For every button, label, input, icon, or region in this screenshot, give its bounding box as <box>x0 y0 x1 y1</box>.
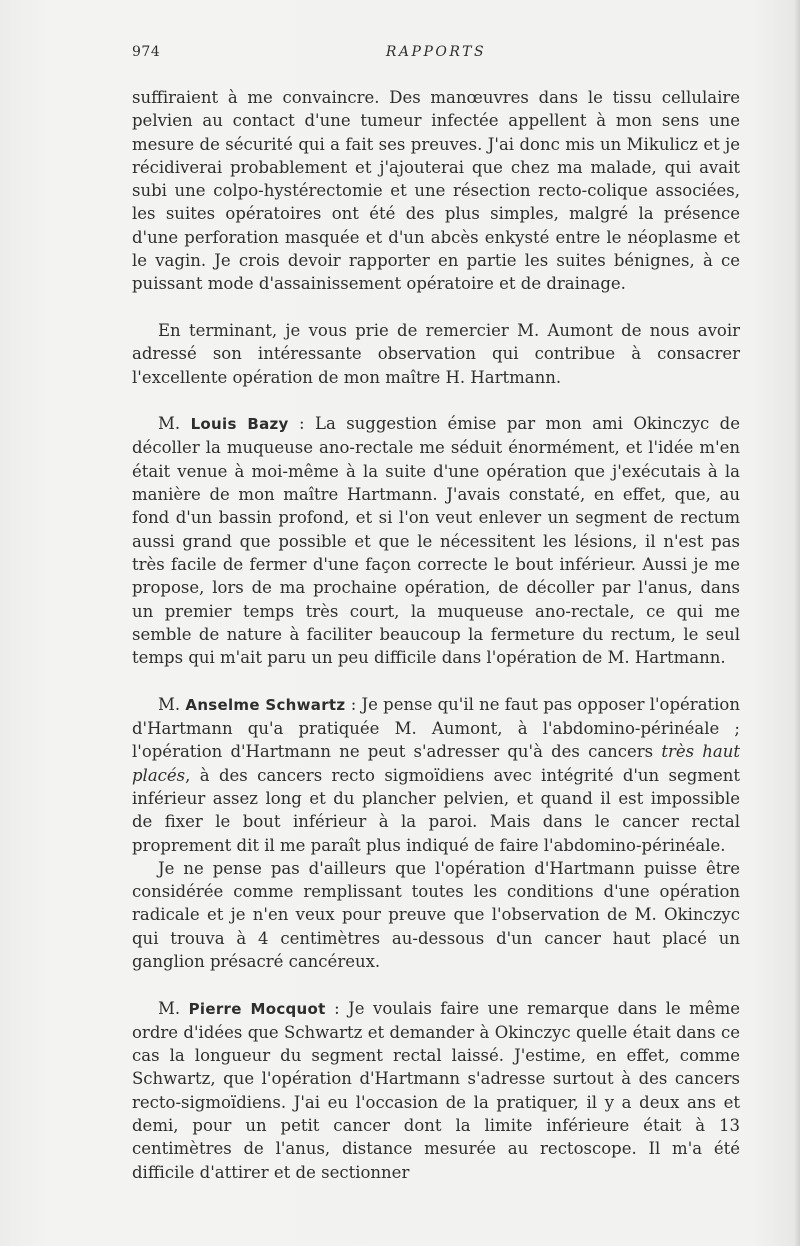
paragraph-text: : La suggestion émise par mon ami Okinczyc de décoller la muqueuse ano-rectale me séduit énormément, et l'idée m'en était venue à moi-même à la suite d'une opération que j'exécutais à la manière de mon maître Hartmann. J'avais constaté, en effet, que, au fond d'un bassin profond, et si l'on veut enlever un segment de rectum aussi grand que possible et que le nécessitent les lésions, il n'est pas très facile de fermer d'une façon correcte le bout inférieur. Aussi je me propose, lors de ma prochaine opération, de décoller par l'anus, dans un premier temps très court, la muqueuse ano-rectale, ce qui me semble de nature à faciliter beaucoup la fermeture du rectum, le seul temps qui m'ait paru un peu difficile dans l'opération de M. Hartmann. <box>132 414 740 668</box>
paragraph-text: : Je pense qu'il ne faut pas opposer l'opération d'Hartmann qu'a pratiquée M. Aumont, à l'abdomino-périnéale ; l'opération d'Hartmann ne peut s'adresser qu'à des cancers <box>132 694 740 762</box>
page-number: 974 <box>132 44 161 60</box>
speaker-title: M. <box>158 694 181 714</box>
page-header <box>132 44 740 66</box>
speaker-name-bazy: Louis Bazy <box>190 415 289 434</box>
page-edge-shadow <box>794 0 800 1246</box>
paragraph-closing: En terminant, je vous prie de remercier M. Aumont de nous avoir adressé son intéressante observation qui contribue à consacrer l'excellente opération de mon maître H. Hartmann. <box>132 320 740 387</box>
body-text <box>132 86 740 1184</box>
paragraph-text: : Je voulais faire une remarque dans le même ordre d'idées que Schwartz et demander à Okinczyc quelle était dans ce cas la longueur du segment rectal laissé. J'estime, en effet, comme Schwartz, que l'opération d'Hartmann s'adresse surtout à des cancers recto-sigmoïdiens. J'ai eu l'occasion de la pratiquer, il y a deux ans et demi, pour un petit cancer dont la limite inférieure était à 13 centimètres de l'anus, distance mesurée au rectoscope. Il m'a été difficile d'attirer et de sectionner <box>132 998 740 1182</box>
speaker-name-mocquot: Pierre Mocquot <box>188 999 326 1018</box>
running-head: RAPPORTS <box>385 44 487 60</box>
paragraph-mocquot <box>132 997 740 1184</box>
paragraph-continuation: suffiraient à me convaincre. Des manœuvres dans le tissu cellulaire pelvien au contact d'une tumeur infectée appellent à mon sens une mesure de sécurité qui a fait ses preuves. J'ai donc mis un Mikulicz et je récidiverai probablement et j'ajouterai que chez ma malade, qui avait subi une colpo-hystérectomie et une résection recto-colique associées, les suites opératoires ont été des plus simples, malgré la présence d'une perforation masquée et d'un abcès enkysté entre le néoplasme et le vagin. Je crois devoir rapporter en partie les suites bénignes, à ce puissant mode d'assainissement opératoire et de drainage. <box>132 88 740 294</box>
paragraph-bazy <box>132 412 740 669</box>
paragraph-schwartz-continued: Je ne pense pas d'ailleurs que l'opération d'Hartmann puisse être considérée comme remplissant toutes les conditions d'une opération radicale et je n'en veux pour preuve que l'observation de M. Okinczyc qui trouva à 4 centimètres au-dessous d'un cancer haut placé un ganglion présacré cancéreux. <box>132 858 740 971</box>
paragraph-text: , à des cancers recto sigmoïdiens avec intégrité d'un segment inférieur assez long et du plancher pelvien, et quand il est impossible de fixer le bout inférieur à la paroi. Mais dans le cancer rectal proprement dit il me paraît plus indiqué de faire l'abdomino-périnéale. <box>132 765 740 855</box>
speaker-name-schwartz: Anselme Schwartz <box>185 695 346 714</box>
speaker-title: M. <box>158 414 181 434</box>
paragraph-schwartz <box>132 693 740 857</box>
italic-phrase: très haut placés <box>132 742 740 785</box>
speaker-title: M. <box>158 998 181 1018</box>
